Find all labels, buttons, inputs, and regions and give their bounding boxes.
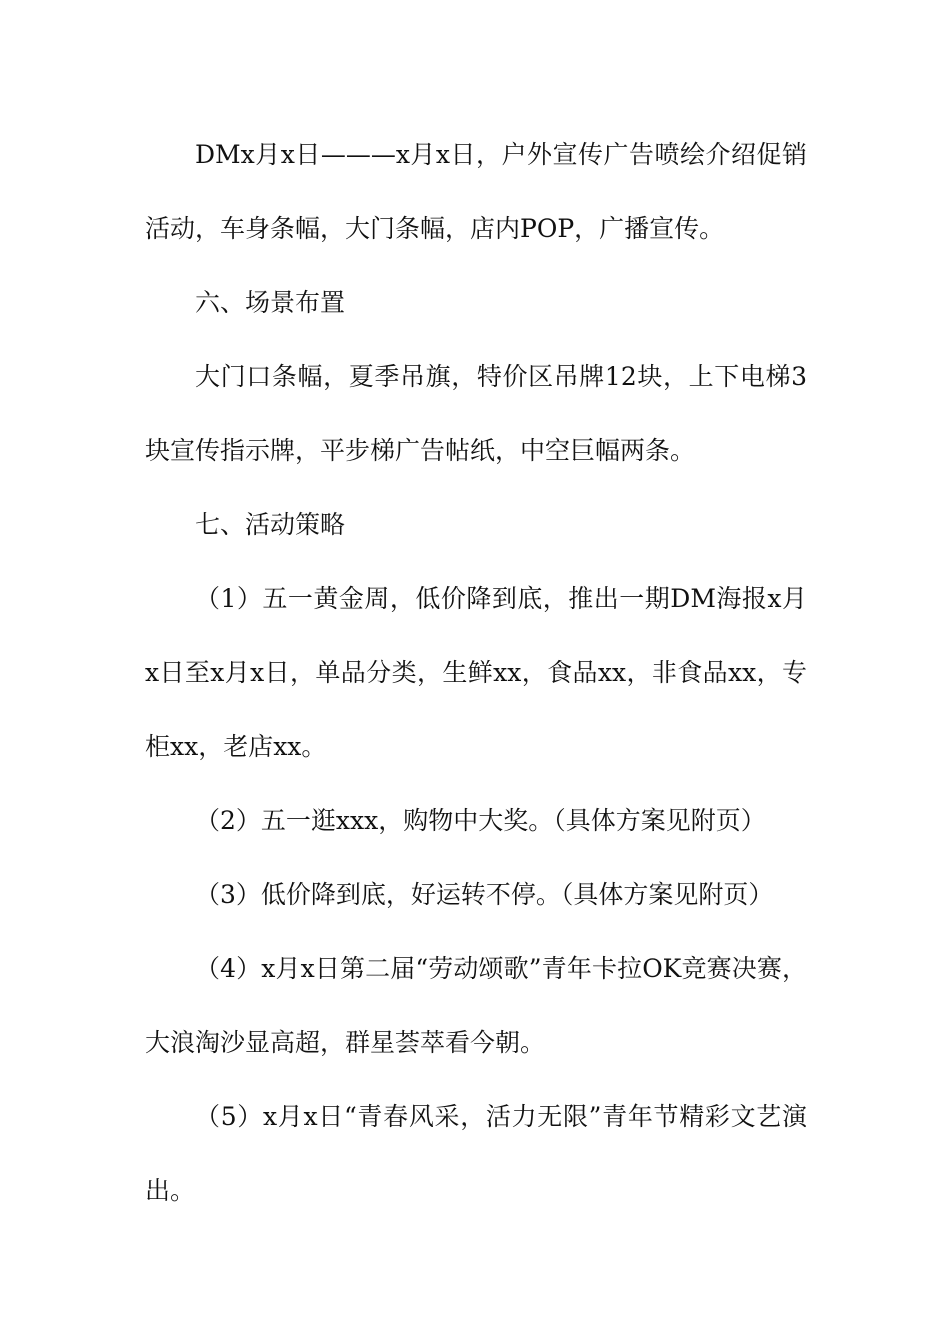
strategy-item-3: （3）低价降到底，好运转不停。（具体方案见附页） xyxy=(195,880,774,909)
paragraph-promotion-schedule: DMx月x日———x月x日，户外宣传广告喷绘介绍促销活动，车身条幅，大门条幅，店内POP，广播宣传。 xyxy=(145,140,807,243)
strategy-item-1: （1）五一黄金周，低价降到底，推出一期DM海报x月x日至x月x日，单品分类，生鲜xx，食品xx，非食品xx，专柜xx，老店xx。 xyxy=(145,584,807,761)
strategy-item-2: （2）五一逛xxx，购物中大奖。（具体方案见附页） xyxy=(195,806,766,835)
section-heading-scene-setup: 六、场景布置 xyxy=(195,288,346,317)
section-heading-activity-strategy: 七、活动策略 xyxy=(195,510,346,539)
strategy-item-5: （5）x月x日“青春风采，活力无限”青年节精彩文艺演出。 xyxy=(145,1102,807,1205)
strategy-item-4: （4）x月x日第二届“劳动颂歌”青年卡拉OK竞赛决赛，大浪淘沙显高超，群星荟萃看今朝。 xyxy=(145,954,807,1057)
paragraph-scene-setup: 大门口条幅，夏季吊旗，特价区吊牌12块，上下电梯3块宣传指示牌，平步梯广告帖纸，中空巨幅两条。 xyxy=(145,362,807,465)
